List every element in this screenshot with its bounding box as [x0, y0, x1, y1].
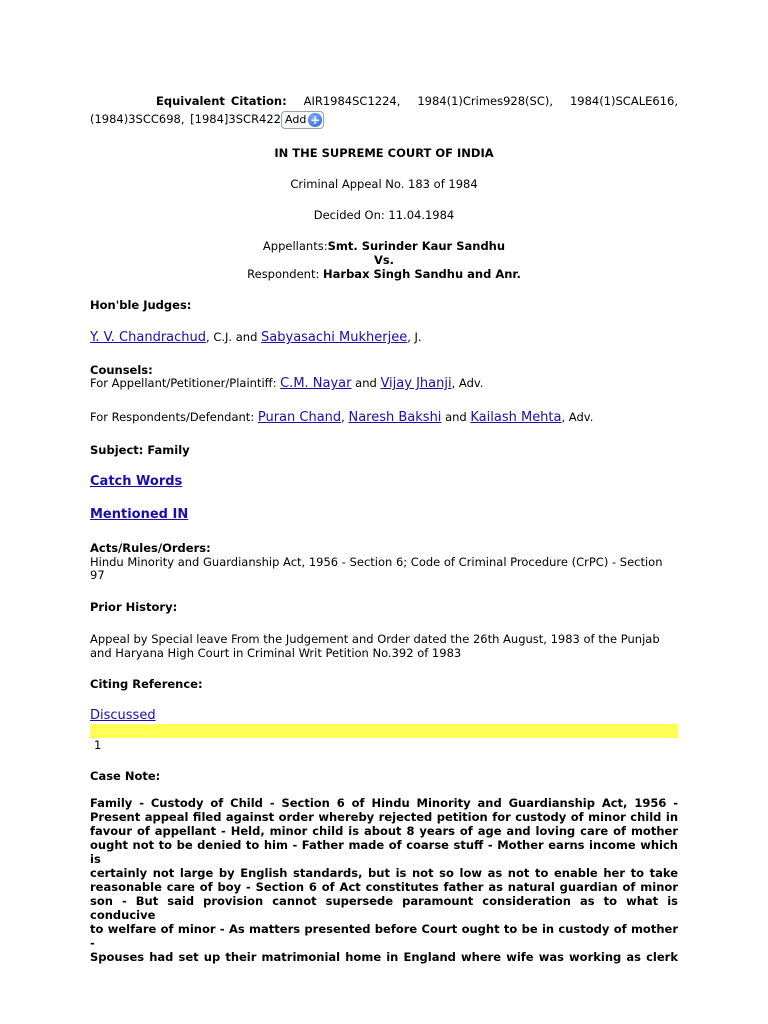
citation-value-rest: (1984)3SCC698, [1984]3SCR422: [90, 112, 282, 126]
appellants-name: Smt. Surinder Kaur Sandhu: [327, 239, 506, 253]
counsel-link-nayar[interactable]: C.M. Nayar: [280, 376, 352, 391]
judge-link-chandrachud[interactable]: Y. V. Chandrachud: [90, 330, 207, 345]
catch-words-row: [90, 474, 678, 489]
case-note-line: Spouses had set up their matrimonial home in England where wife was working as clerk: [90, 950, 678, 964]
acts-line-2: 97: [90, 568, 105, 582]
mentioned-in-link[interactable]: Mentioned IN: [90, 507, 189, 522]
case-note-heading: Case Note:: [90, 769, 161, 783]
counsel-link-puran-chand[interactable]: Puran Chand: [257, 410, 342, 425]
respondent-suffix: , Adv.: [561, 410, 594, 424]
appellant-counsel-label: For Appellant/Petitioner/Plaintiff:: [90, 376, 281, 390]
judge1-suffix: , C.J. and: [206, 330, 262, 344]
respondent-label: Respondent:: [247, 267, 324, 281]
appellants-line: [90, 239, 678, 253]
case-note-line: to welfare of minor - As matters presented before Court ought to be in custody of mother -: [90, 922, 678, 950]
appellants-label: Appellants:: [262, 239, 328, 253]
prior-history-line-1: Appeal by Special leave From the Judgement and Order dated the 26th August, 1983 of the Punjab: [90, 632, 660, 646]
discussed-row: [90, 708, 678, 723]
case-note-line: Family - Custody of Child - Section 6 of Hindu Minority and Guardianship Act, 1956 -: [90, 796, 678, 810]
respondent-name: Harbax Singh Sandhu and Anr.: [323, 267, 521, 281]
case-note-line: favour of appellant - Held, minor child is about 8 years of age and loving care of mother: [90, 824, 678, 838]
citing-reference-heading: Citing Reference:: [90, 677, 203, 691]
case-note-line: certainly not large by English standards, but is not so low as not to enable her to take: [90, 866, 678, 880]
appellant-suffix: , Adv.: [451, 376, 484, 390]
case-note-body: [90, 796, 678, 964]
versus-label: Vs.: [373, 253, 395, 267]
respondent-line: [90, 267, 678, 281]
citation-value-2: 1984(1)Crimes928(SC),: [417, 94, 554, 108]
citing-reference-count: 1: [94, 738, 102, 752]
prior-history-heading: Prior History:: [90, 600, 178, 614]
respondent-sep: ,: [341, 410, 349, 424]
citation-label: Equivalent Citation:: [156, 94, 287, 108]
judges-heading: Hon'ble Judges:: [90, 298, 192, 312]
judge-link-mukherjee[interactable]: Sabyasachi Mukherjee: [261, 330, 408, 345]
subject: Subject: Family: [90, 443, 190, 457]
plus-circle-icon: +: [310, 112, 321, 127]
counsel-link-naresh-bakshi[interactable]: Naresh Bakshi: [348, 410, 442, 425]
citation-line-1: [90, 92, 678, 110]
judges-line: [90, 330, 678, 345]
counsel-link-jhanji[interactable]: Vijay Jhanji: [380, 376, 452, 391]
case-note-line: reasonable care of boy - Section 6 of Act constitutes father as natural guardian of minor: [90, 880, 678, 894]
prior-history-line-2: and Haryana High Court in Criminal Writ Petition No.392 of 1983: [90, 646, 462, 660]
case-note-line: ought not to be denied to him - Father made of coarse stuff - Mother earns income which is: [90, 838, 678, 866]
judge2-suffix: , J.: [407, 330, 422, 344]
appellant-counsel-line: [90, 376, 678, 391]
add-citation-button[interactable]: [281, 111, 324, 129]
court-name: IN THE SUPREME COURT OF INDIA: [274, 146, 494, 160]
respondent-counsel-line: [90, 410, 678, 425]
citation-value-1: AIR1984SC1224,: [303, 94, 401, 108]
discussed-link[interactable]: Discussed: [90, 708, 156, 723]
appellant-and: and: [351, 376, 381, 390]
counsels-heading: Counsels:: [90, 363, 153, 377]
appeal-number: Criminal Appeal No. 183 of 1984: [290, 177, 478, 191]
mentioned-in-row: [90, 507, 678, 522]
equivalent-citation: [90, 92, 678, 129]
counsel-link-kailash-mehta[interactable]: Kailash Mehta: [470, 410, 562, 425]
catch-words-link[interactable]: Catch Words: [90, 474, 183, 489]
add-button-label: Add: [285, 112, 307, 126]
decided-on: Decided On: 11.04.1984: [313, 208, 455, 222]
respondent-counsel-label: For Respondents/Defendant:: [90, 410, 258, 424]
respondent-and: and: [441, 410, 471, 424]
acts-heading: Acts/Rules/Orders:: [90, 541, 211, 555]
citation-value-3: 1984(1)SCALE616,: [569, 94, 678, 108]
citation-line-2: [90, 110, 678, 129]
highlight-bar: [90, 724, 678, 738]
case-note-line: Present appeal filed against order whereby rejected petition for custody of minor child in: [90, 810, 678, 824]
case-note-line: son - But said provision cannot supersede paramount consideration as to what is conducive: [90, 894, 678, 922]
acts-line-1: Hindu Minority and Guardianship Act, 1956 - Section 6; Code of Criminal Procedure (CrPC) - Section: [90, 555, 663, 569]
